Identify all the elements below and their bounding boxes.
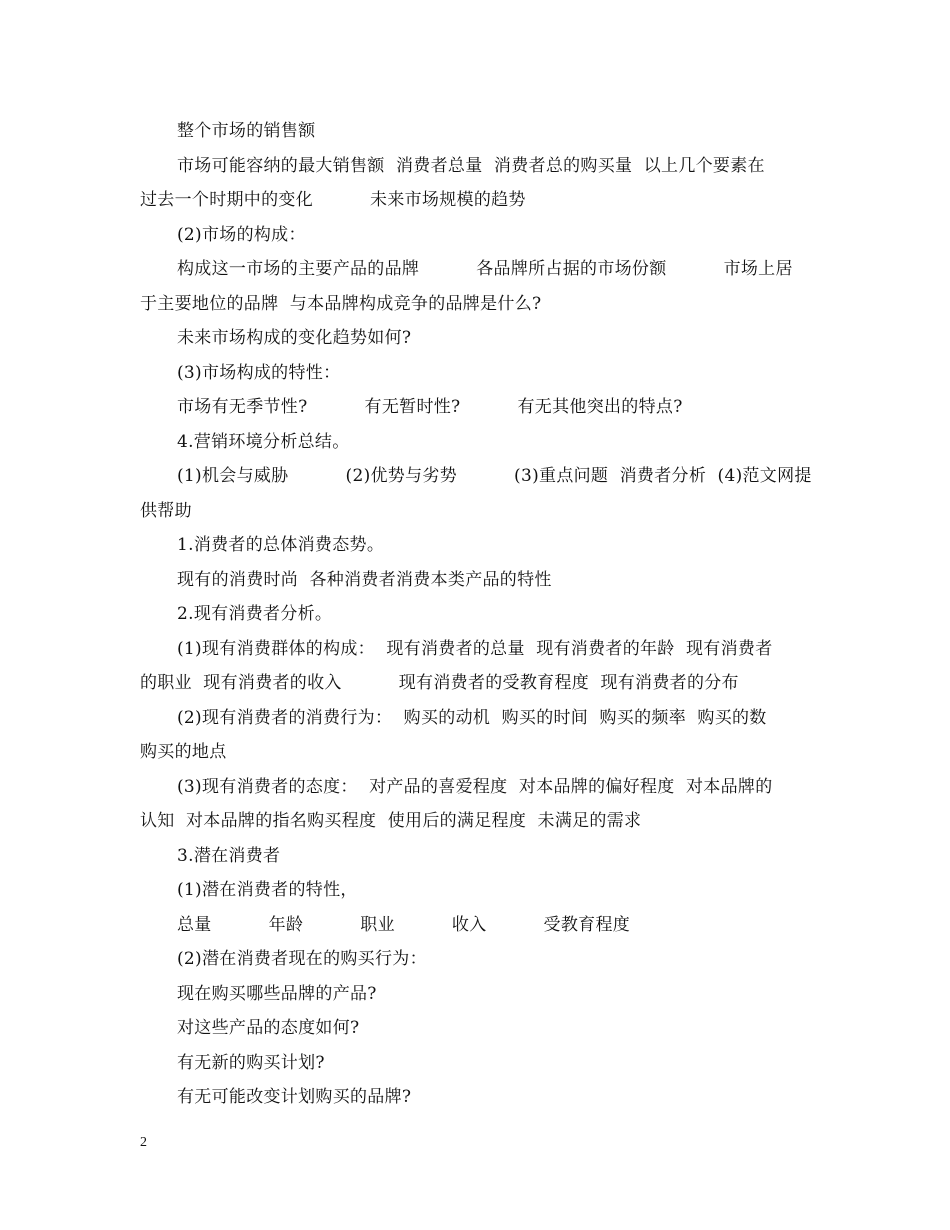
text-line: 认知 对本品牌的指名购买程度 使用后的满足程度 未满足的需求	[140, 811, 642, 831]
text-line: 现在购买哪些品牌的产品?	[177, 983, 377, 1004]
text-line: 3.潜在消费者	[177, 845, 281, 866]
text-line: 总量 年龄 职业 收入 受教育程度	[177, 914, 631, 935]
text-line: 有无可能改变计划购买的品牌?	[177, 1087, 412, 1107]
text-line: 的职业 现有消费者的收入 现有消费者的受教育程度 现有消费者的分布	[140, 673, 739, 693]
text-line: 市场有无季节性? 有无暂时性? 有无其他突出的特点?	[177, 397, 683, 417]
text-line: (2)市场的构成：	[177, 224, 306, 245]
text-line: 未来市场构成的变化趋势如何?	[177, 328, 412, 348]
document-body	[140, 114, 820, 1115]
text-line: 市场可能容纳的最大销售额 消费者总量 消费者总的购买量 以上几个要素在	[177, 155, 765, 176]
text-line: 于主要地位的品牌 与本品牌构成竞争的品牌是什么?	[140, 293, 542, 314]
text-line: 1.消费者的总体消费态势。	[177, 535, 385, 555]
text-line: (1)机会与威胁 (2)优势与劣势 (3)重点问题 消费者分析 (4)范文网提	[177, 466, 812, 486]
text-line: 构成这一市场的主要产品的品牌 各品牌所占据的市场份额 市场上居	[177, 259, 793, 279]
text-line: 4.营销环境分析总结。	[177, 431, 350, 452]
text-line: 过去一个时期中的变化 未来市场规模的趋势	[140, 190, 526, 210]
text-line: 对这些产品的态度如何?	[177, 1018, 360, 1038]
text-line: 供帮助	[140, 500, 192, 521]
text-line: 现有的消费时尚 各种消费者消费本类产品的特性	[177, 569, 552, 590]
text-line: 有无新的购买计划?	[177, 1052, 325, 1073]
text-line: (2)潜在消费者现在的购买行为：	[177, 949, 427, 969]
text-line: (3)现有消费者的态度： 对产品的喜爱程度 对本品牌的偏好程度 对本品牌的	[177, 776, 773, 797]
text-line: 2.现有消费者分析。	[177, 604, 333, 624]
text-line: 购买的地点	[140, 742, 227, 762]
text-line: (2)现有消费者的消费行为： 购买的动机 购买的时间 购买的频率 购买的数	[177, 707, 767, 728]
text-line: (3)市场构成的特性：	[177, 362, 341, 383]
page-number: 2	[140, 1135, 147, 1150]
text-line: 整个市场的销售额	[177, 121, 316, 141]
text-line: (1)现有消费群体的构成： 现有消费者的总量 现有消费者的年龄 现有消费者	[177, 638, 773, 659]
text-line: (1)潜在消费者的特性，	[177, 880, 358, 900]
